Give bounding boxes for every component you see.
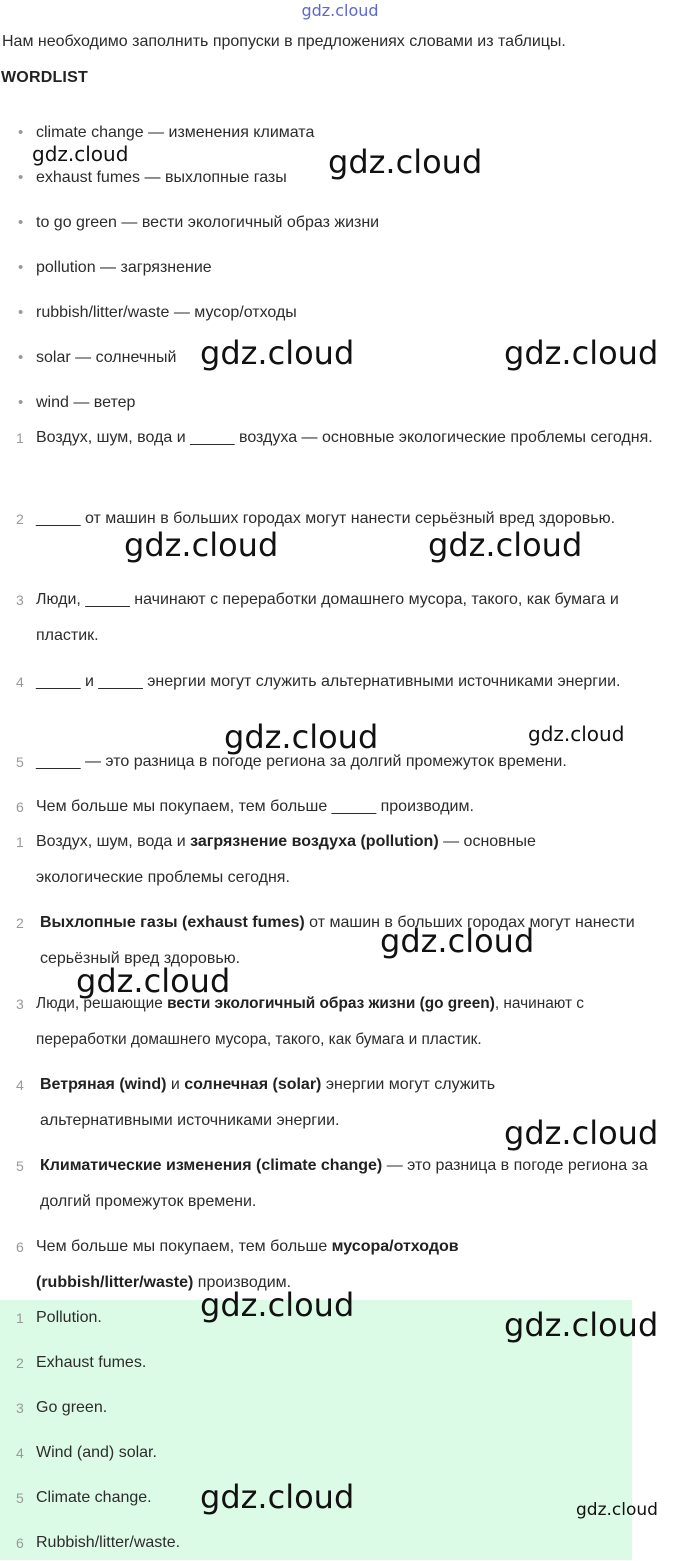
answer-text: Climate change.	[36, 1489, 152, 1506]
watermark: gdz.cloud	[428, 526, 583, 564]
filled-text	[36, 1067, 570, 1139]
text-after: производим.	[193, 1274, 292, 1291]
item-number: 4	[16, 1445, 24, 1461]
answer-highlight: мусора/отходов (rubbish/litter/waste)	[36, 1238, 459, 1291]
site-watermark-header: gdz.cloud	[301, 1, 379, 20]
watermark: gdz.cloud	[528, 722, 625, 746]
text-after: , начинают с переработки домашнего мусора, такого, как бумага и пластик.	[36, 995, 585, 1048]
item-number: 3	[16, 996, 24, 1012]
answer-highlight: Климатические изменения (climate change)	[40, 1157, 383, 1174]
wordlist-heading: WORDLIST	[1, 69, 88, 86]
bullet: •	[18, 259, 24, 276]
answer-text: Rubbish/litter/waste.	[36, 1534, 181, 1551]
task-text: Люди, _____ начинают с переработки домашнего мусора, такого, как бумага и пластик.	[36, 591, 619, 644]
bullet: •	[18, 349, 24, 366]
watermark: gdz.cloud	[200, 334, 355, 372]
item-number: 4	[16, 674, 24, 690]
answer-highlight: солнечная (solar)	[184, 1076, 322, 1093]
watermark: gdz.cloud	[504, 1114, 659, 1152]
watermark: gdz.cloud	[76, 962, 231, 1000]
item-number: 6	[16, 1535, 24, 1551]
filled-text	[36, 1148, 650, 1220]
item-number: 6	[16, 799, 24, 815]
text-before: Воздух, шум, вода и	[36, 833, 191, 850]
watermark: gdz.cloud	[224, 718, 379, 756]
item-number: 5	[16, 1490, 24, 1506]
watermark: gdz.cloud	[328, 143, 483, 181]
watermark: gdz.cloud	[380, 922, 535, 960]
answer-highlight: Ветряная (wind)	[40, 1076, 167, 1093]
task-text: _____ и _____ энергии могут служить альтернативными источниками энергии.	[36, 673, 621, 690]
watermark: gdz.cloud	[124, 526, 279, 564]
item-number: 4	[16, 1077, 24, 1093]
item-number: 1	[16, 430, 24, 446]
item-number: 1	[16, 834, 24, 850]
text-after: от машин в больших городах могут нанести серьёзный вред здоровью.	[40, 914, 635, 967]
text-before: Люди, решающие	[36, 995, 168, 1012]
item-number: 6	[16, 1239, 24, 1255]
task-text: _____ от машин в больших городах могут нанести серьёзный вред здоровью.	[36, 510, 616, 527]
bullet: •	[18, 124, 24, 141]
watermark: gdz.cloud	[576, 1500, 658, 1520]
text-after: — это разница в погоде региона за долгий промежуток времени.	[40, 1157, 648, 1210]
item-number: 1	[16, 1310, 24, 1326]
answer-highlight: Выхлопные газы (exhaust fumes)	[40, 914, 305, 931]
item-number: 5	[16, 754, 24, 770]
text-before: Чем больше мы покупаем, тем больше	[36, 1238, 332, 1255]
watermark: gdz.cloud	[200, 1286, 355, 1324]
item-number: 5	[16, 1158, 24, 1174]
item-number: 3	[16, 592, 24, 608]
filled-text	[36, 824, 636, 896]
item-number: 2	[16, 1355, 24, 1371]
answer-text: Pollution.	[36, 1309, 102, 1326]
task-text: Чем больше мы покупаем, тем больше _____ производим.	[36, 798, 474, 815]
watermark: gdz.cloud	[32, 142, 129, 166]
task-text: Воздух, шум, вода и _____ воздуха — основные экологические проблемы сегодня.	[36, 429, 653, 446]
bullet: •	[18, 214, 24, 231]
item-number: 2	[16, 915, 24, 931]
item-number: 3	[16, 1400, 24, 1416]
answer-text: Exhaust fumes.	[36, 1354, 147, 1371]
watermark: gdz.cloud	[504, 334, 659, 372]
text-after: энергии могут служить альтернативными источниками энергии.	[40, 1076, 496, 1129]
answer-text: Go green.	[36, 1399, 108, 1416]
answer-text: Wind (and) solar.	[36, 1444, 157, 1461]
text-after: — основные экологические проблемы сегодня.	[36, 833, 536, 886]
task-text: _____ — это разница в погоде региона за долгий промежуток времени.	[36, 753, 567, 770]
text-after: и	[166, 1076, 185, 1093]
bullet: •	[18, 394, 24, 411]
watermark: gdz.cloud	[200, 1478, 355, 1516]
bullet: •	[18, 169, 24, 186]
item-number: 2	[16, 511, 24, 527]
answer-highlight: вести экологичный образ жизни (go green)	[167, 995, 495, 1012]
intro-text: Нам необходимо заполнить пропуски в предложениях словами из таблицы.	[2, 33, 566, 50]
answer-highlight: загрязнение воздуха (pollution)	[190, 833, 439, 850]
bullet: •	[18, 304, 24, 321]
watermark: gdz.cloud	[504, 1306, 659, 1344]
